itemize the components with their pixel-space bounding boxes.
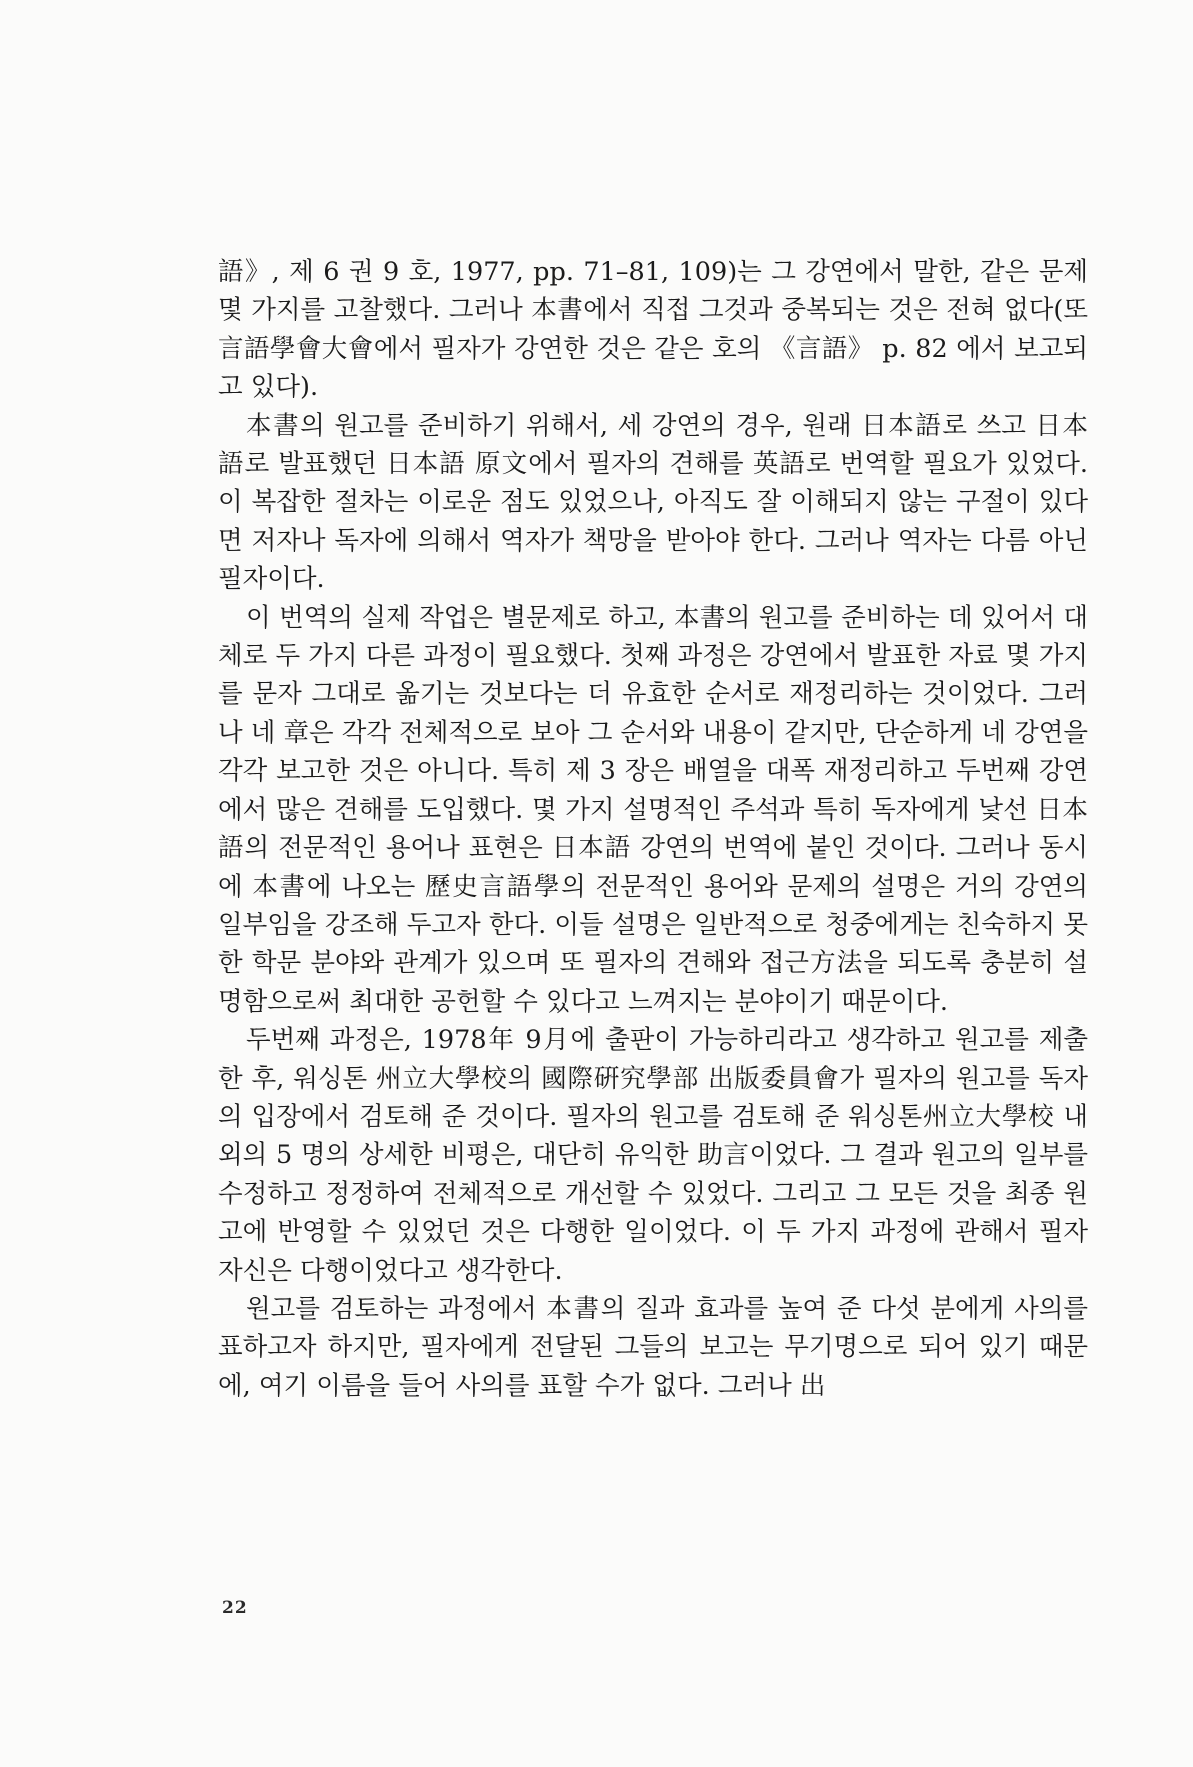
paragraph-1: 語》, 제 6 권 9 호, 1977, pp. 71–81, 109)는 그 강연에서 말한, 같은 문제 몇 가지를 고찰했다. 그러나 本書에서 직접 그것과 중복되는 것은 전혀 없다(또 言語學會大會에서 필자가 강연한 것은 같은 호의 《言語》 p. 82 에서 보고되고 있다).	[218, 257, 1088, 403]
paragraph-2: 本書의 원고를 준비하기 위해서, 세 강연의 경우, 원래 日本語로 쓰고 日本語로 발표했던 日本語 原文에서 필자의 견해를 英語로 번역할 필요가 있었다. 이 복잡한 절차는 이로운 점도 있었으나, 아직도 잘 이해되지 않는 구절이 있다면 저자나 독자에 의해서 역자가 책망을 받아야 한다. 그러나 역자는 다름 아닌 필자이다.	[218, 410, 1088, 595]
paragraph-4: 두번째 과정은, 1978年 9月에 출판이 가능하리라고 생각하고 원고를 제출한 후, 워싱톤 州立大學校의 國際硏究學部 出版委員會가 필자의 원고를 독자의 입장에서 검토해 준 것이다. 필자의 원고를 검토해 준 워싱톤州立大學校 내외의 5 명의 상세한 비평은, 대단히 유익한 助言이었다. 그 결과 원고의 일부를 수정하고 정정하여 전체적으로 개선할 수 있었다. 그리고 그 모든 것을 최종 원고에 반영할 수 있었던 것은 다행한 일이었다. 이 두 가지 과정에 관해서 필자 자신은 다행이었다고 생각한다.	[218, 1025, 1088, 1286]
paragraph-3: 이 번역의 실제 작업은 별문제로 하고, 本書의 원고를 준비하는 데 있어서 대체로 두 가지 다른 과정이 필요했다. 첫째 과정은 강연에서 발표한 자료 몇 가지를 문자 그대로 옮기는 것보다는 더 유효한 순서로 재정리하는 것이었다. 그러나 네 章은 각각 전체적으로 보아 그 순서와 내용이 같지만, 단순하게 네 강연을 각각 보고한 것은 아니다. 특히 제 3 장은 배열을 대폭 재정리하고 두번째 강연에서 많은 견해를 도입했다. 몇 가지 설명적인 주석과 특히 독자에게 낯선 日本語의 전문적인 용어나 표현은 日本語 강연의 번역에 붙인 것이다. 그러나 동시에 本書에 나오는 歷史言語學의 전문적인 용어와 문제의 설명은 거의 강연의 일부임을 강조해 두고자 한다. 이들 설명은 일반적으로 청중에게는 친숙하지 못한 학문 분야와 관계가 있으며 또 필자의 견해와 접근方法을 되도록 충분히 설명함으로써 최대한 공헌할 수 있다고 느껴지는 분야이기 때문이다.	[218, 602, 1088, 1017]
page-number: 22	[222, 1598, 248, 1618]
body-text	[218, 253, 1088, 1405]
paragraph-5: 원고를 검토하는 과정에서 本書의 질과 효과를 높여 준 다섯 분에게 사의를 표하고자 하지만, 필자에게 전달된 그들의 보고는 무기명으로 되어 있기 때문에, 여기 이름을 들어 사의를 표할 수가 없다. 그러나 出	[218, 1293, 1088, 1401]
